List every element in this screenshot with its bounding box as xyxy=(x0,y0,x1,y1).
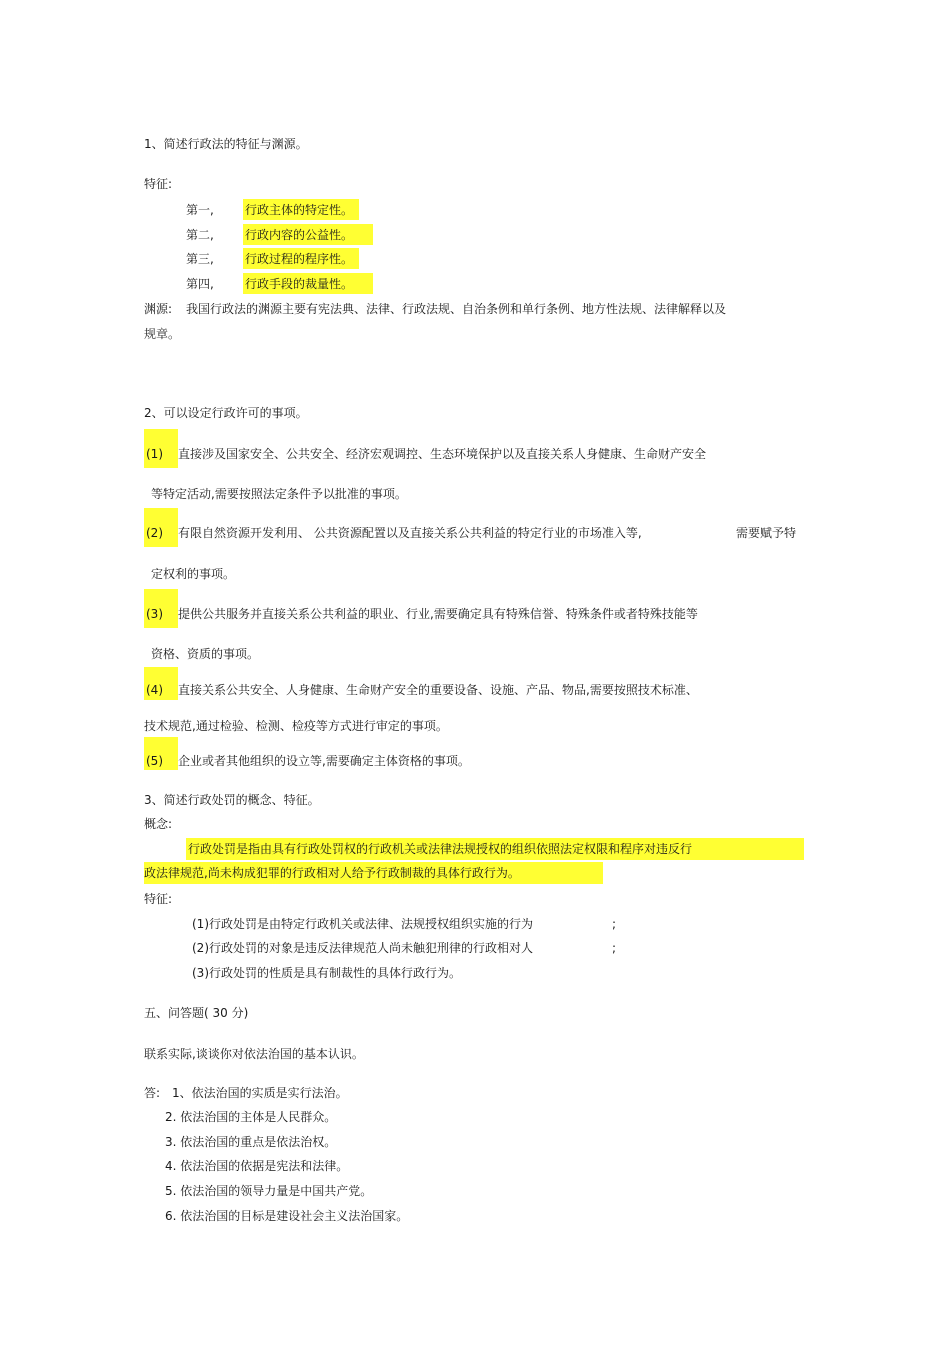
q2-item-text: 资格、资质的事项。 xyxy=(151,647,260,661)
q1-feature-num: 第四, xyxy=(186,277,214,291)
q1-feature-text: 行政手段的裁量性。 xyxy=(245,277,354,291)
q5-answer-item: 4. 依法治国的依据是宪法和法律。 xyxy=(165,1159,349,1173)
q2-item-text: 提供公共服务并直接关系公共利益的职业、行业,需要确定具有特殊信誉、特殊条件或者特殊技能等 xyxy=(178,607,698,621)
q2-item-num: (1) xyxy=(146,447,163,461)
q1-source-text: 我国行政法的渊源主要有宪法典、法律、行政法规、自治条例和单行条例、地方性法规、法律解释以及 xyxy=(186,302,727,316)
q2-item-text: 企业或者其他组织的设立等,需要确定主体资格的事项。 xyxy=(178,754,470,768)
q2-item-num: (4) xyxy=(146,683,163,697)
q5-answer-item: 3. 依法治国的重点是依法治权。 xyxy=(165,1135,337,1149)
q3-feature-text: (2)行政处罚的对象是违反法律规范人尚未触犯刑律的行政相对人 xyxy=(192,941,534,955)
q1-feature-num: 第二, xyxy=(186,228,214,242)
q3-feature-end: ; xyxy=(612,941,617,955)
q3-concept-text: 行政处罚是指由具有行政处罚权的行政机关或法律法规授权的组织依照法定权限和程序对违反行 xyxy=(188,842,693,856)
q2-item-text: 有限自然资源开发利用、 公共资源配置以及直接关系公共利益的特定行业的市场准入等, xyxy=(178,526,642,540)
q5-answer-label: 答: xyxy=(144,1086,161,1100)
q2-item-num: (2) xyxy=(146,526,163,540)
q2-item-num: (3) xyxy=(146,607,163,621)
q1-source-text: 规章。 xyxy=(144,327,181,341)
q2-item-text: 需要赋予特 xyxy=(736,526,797,540)
q5-answer-item: 2. 依法治国的主体是人民群众。 xyxy=(165,1110,337,1124)
q1-feature-text: 行政内容的公益性。 xyxy=(245,228,354,242)
q2-item-text: 技术规范,通过检验、检测、检疫等方式进行审定的事项。 xyxy=(144,719,448,733)
q1-feature-num: 第一, xyxy=(186,203,214,217)
q2-item-text: 定权利的事项。 xyxy=(151,567,236,581)
q1-heading: 1、简述行政法的特征与渊源。 xyxy=(144,137,308,151)
q3-features-label: 特征: xyxy=(144,892,173,906)
q2-item-text: 等特定活动,需要按照法定条件予以批准的事项。 xyxy=(151,487,407,501)
q1-feature-num: 第三, xyxy=(186,252,214,266)
q2-item-text: 直接关系公共安全、人身健康、生命财产安全的重要设备、设施、产品、物品,需要按照技术标准、 xyxy=(178,683,698,697)
q5-heading: 五、问答题( 30 分) xyxy=(144,1006,249,1020)
q3-feature-text: (1)行政处罚是由特定行政机关或法律、法规授权组织实施的行为 xyxy=(192,917,534,931)
q1-feature-text: 行政过程的程序性。 xyxy=(245,252,354,266)
q3-concept-label: 概念: xyxy=(144,817,173,831)
q2-item-num: (5) xyxy=(146,754,163,768)
q5-answer-item: 6. 依法治国的目标是建设社会主义法治国家。 xyxy=(165,1209,409,1223)
q3-feature-end: ; xyxy=(612,917,617,931)
q1-source-label: 渊源: xyxy=(144,302,173,316)
q5-question: 联系实际,谈谈你对依法治国的基本认识。 xyxy=(144,1047,364,1061)
q3-heading: 3、简述行政处罚的概念、特征。 xyxy=(144,793,320,807)
q1-features-label: 特征: xyxy=(144,177,173,191)
q3-concept-text: 政法律规范,尚未构成犯罪的行政相对人给予行政制裁的具体行政行为。 xyxy=(144,866,520,880)
q5-answer-item: 5. 依法治国的领导力量是中国共产党。 xyxy=(165,1184,373,1198)
q5-answer-item: 1、依法治国的实质是实行法治。 xyxy=(172,1086,348,1100)
q3-feature-text: (3)行政处罚的性质是具有制裁性的具体行政行为。 xyxy=(192,966,461,980)
q1-feature-text: 行政主体的特定性。 xyxy=(245,203,354,217)
q2-heading: 2、可以设定行政许可的事项。 xyxy=(144,406,308,420)
q2-item-text: 直接涉及国家安全、公共安全、经济宏观调控、生态环境保护以及直接关系人身健康、生命财产安全 xyxy=(178,447,707,461)
